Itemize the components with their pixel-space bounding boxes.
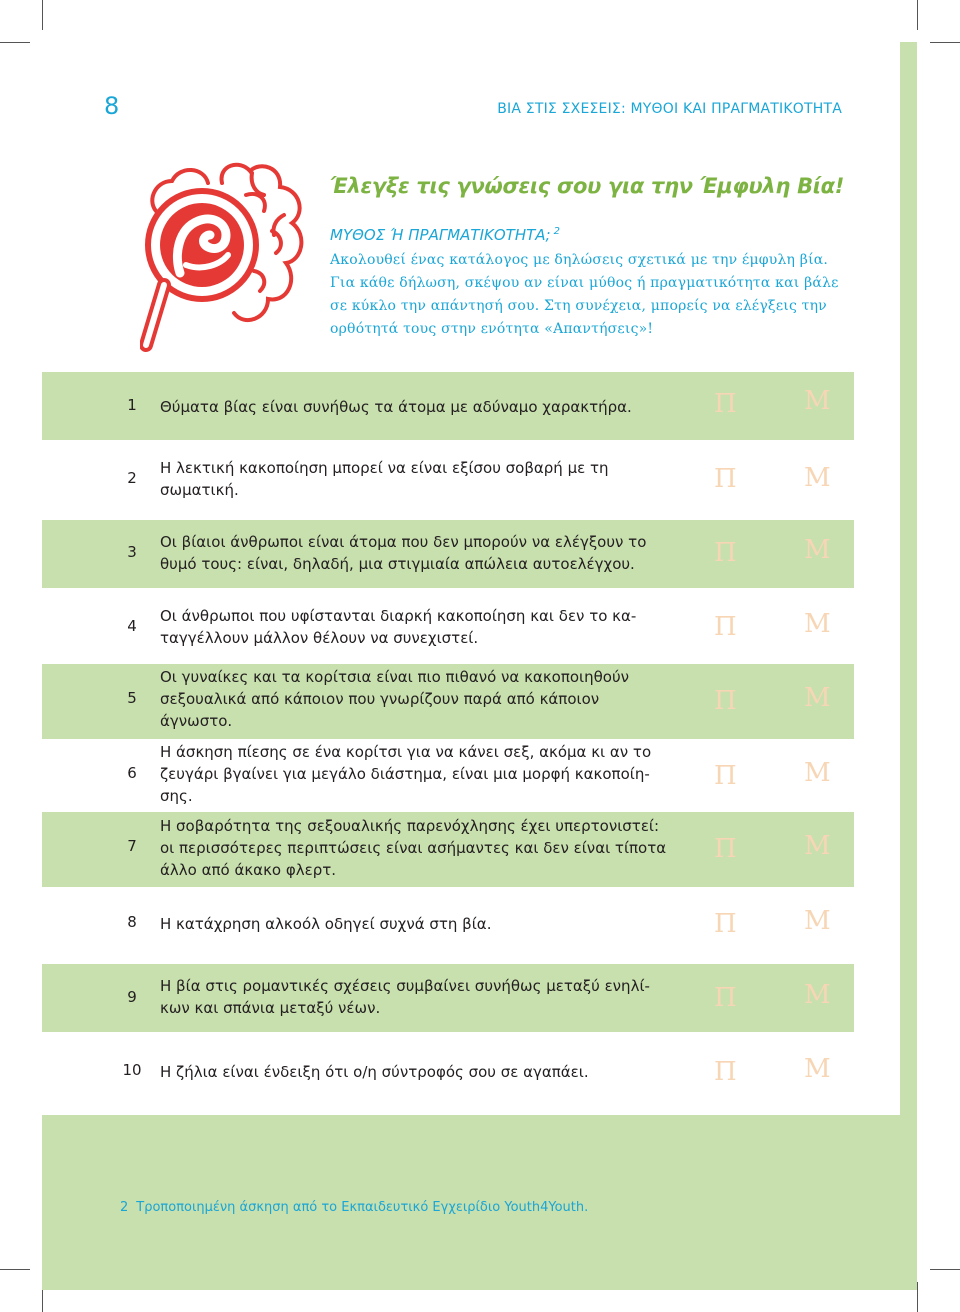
option-p[interactable]: Π — [714, 909, 737, 939]
option-p[interactable]: Π — [714, 761, 737, 791]
footnote-number: 2 — [120, 1200, 129, 1215]
instructions — [330, 249, 855, 341]
statement-line: Η βία στις ρομαντικές σχέσεις συμβαίνει συνήθως μεταξύ ενηλί- — [160, 977, 650, 995]
statement-line: άγνωστο. — [160, 712, 233, 730]
statement-line: ταγγέλλουν μάλλον θέλουν να συνεχιστεί. — [160, 629, 479, 647]
statement-text — [160, 457, 680, 501]
statement-number: 4 — [127, 617, 137, 635]
statement-line: Η ζήλια είναι ένδειξη ότι ο/η σύντροφός σου σε αγαπάει. — [160, 1063, 589, 1081]
option-p[interactable]: Π — [714, 1057, 737, 1087]
statement-text — [160, 1061, 680, 1083]
statement-line: άλλο από άκακο φλερτ. — [160, 861, 337, 879]
statement-number: 8 — [127, 913, 137, 931]
statement-text — [160, 396, 680, 418]
statement-text — [160, 913, 680, 935]
footnote-marker: 2 — [553, 226, 560, 237]
option-m[interactable]: Μ — [804, 831, 831, 861]
statement-line: σεξουαλικά από κάποιον που γνωρίζουν παρά από κάποιον — [160, 690, 600, 708]
statement-number: 2 — [127, 469, 137, 487]
option-p[interactable]: Π — [714, 612, 737, 642]
statement-text — [160, 741, 680, 807]
option-m[interactable]: Μ — [804, 980, 831, 1010]
statement-text — [160, 666, 680, 732]
running-head: ΒΙΑ ΣΤΙΣ ΣΧΕΣΕΙΣ: ΜΥΘΟΙ ΚΑΙ ΠΡΑΓΜΑΤΙΚΟΤΗΤΑ — [497, 101, 842, 117]
brain-magnifier-icon — [140, 155, 315, 355]
statement-text — [160, 975, 680, 1019]
option-m[interactable]: Μ — [804, 758, 831, 788]
statement-text — [160, 605, 680, 649]
statement-line: Θύματα βίας είναι συνήθως τα άτομα με αδύναμο χαρακτήρα. — [160, 398, 632, 416]
footnote — [120, 1200, 588, 1215]
statement-line: κων και σπάνια μεταξύ νέων. — [160, 999, 381, 1017]
instructions-line: σε κύκλο την απάντησή σου. Στη συνέχεια, μπορείς να ελέγξεις την — [330, 298, 827, 314]
statement-line: σης. — [160, 787, 193, 805]
option-m[interactable]: Μ — [804, 1054, 831, 1084]
statement-number: 10 — [122, 1061, 142, 1079]
option-p[interactable]: Π — [714, 464, 737, 494]
instructions-line: ορθότητά τους στην ενότητα «Απαντήσεις»! — [330, 321, 654, 337]
option-p[interactable]: Π — [714, 983, 737, 1013]
statement-text — [160, 531, 680, 575]
page-edge-strip — [900, 42, 917, 1290]
statement-line: Η άσκηση πίεσης σε ένα κορίτσι για να κάνει σεξ, ακόμα κι αν το — [160, 743, 652, 761]
statement-number: 5 — [127, 689, 137, 707]
option-m[interactable]: Μ — [804, 906, 831, 936]
subtitle-text: ΜΥΘΟΣ Ή ΠΡΑΓΜΑΤΙΚΟΤΗΤΑ; — [330, 226, 551, 244]
page-number: 8 — [104, 92, 120, 120]
option-m[interactable]: Μ — [804, 535, 831, 565]
statement-number: 7 — [127, 837, 137, 855]
exercise-title: Έλεγξε τις γνώσεις σου για την Έμφυλη Βία! — [330, 174, 845, 198]
statement-line: Η κατάχρηση αλκοόλ οδηγεί συχνά στη βία. — [160, 915, 492, 933]
statement-line: σωματική. — [160, 481, 239, 499]
option-p[interactable]: Π — [714, 834, 737, 864]
statement-line: Οι άνθρωποι που υφίστανται διαρκή κακοποίηση και δεν το κα- — [160, 607, 637, 625]
instructions-line: Ακολουθεί ένας κατάλογος με δηλώσεις σχετικά με την έμφυλη βία. — [330, 252, 829, 268]
statement-number: 1 — [127, 396, 137, 414]
option-m[interactable]: Μ — [804, 609, 831, 639]
option-p[interactable]: Π — [714, 686, 737, 716]
option-p[interactable]: Π — [714, 389, 737, 419]
statement-line: Η λεκτική κακοποίηση μπορεί να είναι εξίσου σοβαρή με τη — [160, 459, 609, 477]
statement-number: 9 — [127, 988, 137, 1006]
statement-line: θυμό τους: είναι, δηλαδή, μια στιγμιαία απώλεια αυτοελέγχου. — [160, 555, 635, 573]
option-p[interactable]: Π — [714, 538, 737, 568]
statement-line: ζευγάρι βγαίνει για μεγάλο διάστημα, είναι μια μορφή κακοποίη- — [160, 765, 650, 783]
statement-text — [160, 815, 680, 881]
statement-line: οι περισσότερες περιπτώσεις είναι ασήμαντες και δεν είναι τίποτα — [160, 839, 667, 857]
statement-number: 3 — [127, 543, 137, 561]
instructions-line: Για κάθε δήλωση, σκέψου αν είναι μύθος ή πραγματικότητα και βάλε — [330, 275, 839, 291]
statement-number: 6 — [127, 764, 137, 782]
statement-line: Οι γυναίκες και τα κορίτσια είναι πιο πιθανό να κακοποιηθούν — [160, 668, 630, 686]
statement-line: Οι βίαιοι άνθρωποι είναι άτομα που δεν μπορούν να ελέγξουν το — [160, 533, 647, 551]
exercise-subtitle — [330, 226, 560, 244]
statement-line: Η σοβαρότητα της σεξουαλικής παρενόχλησης έχει υπερτονιστεί: — [160, 817, 660, 835]
footnote-text: Τροποποιημένη άσκηση από το Εκπαιδευτικό Εγχειρίδιο Youth4Youth. — [136, 1200, 589, 1215]
option-m[interactable]: Μ — [804, 386, 831, 416]
option-m[interactable]: Μ — [804, 683, 831, 713]
option-m[interactable]: Μ — [804, 463, 831, 493]
